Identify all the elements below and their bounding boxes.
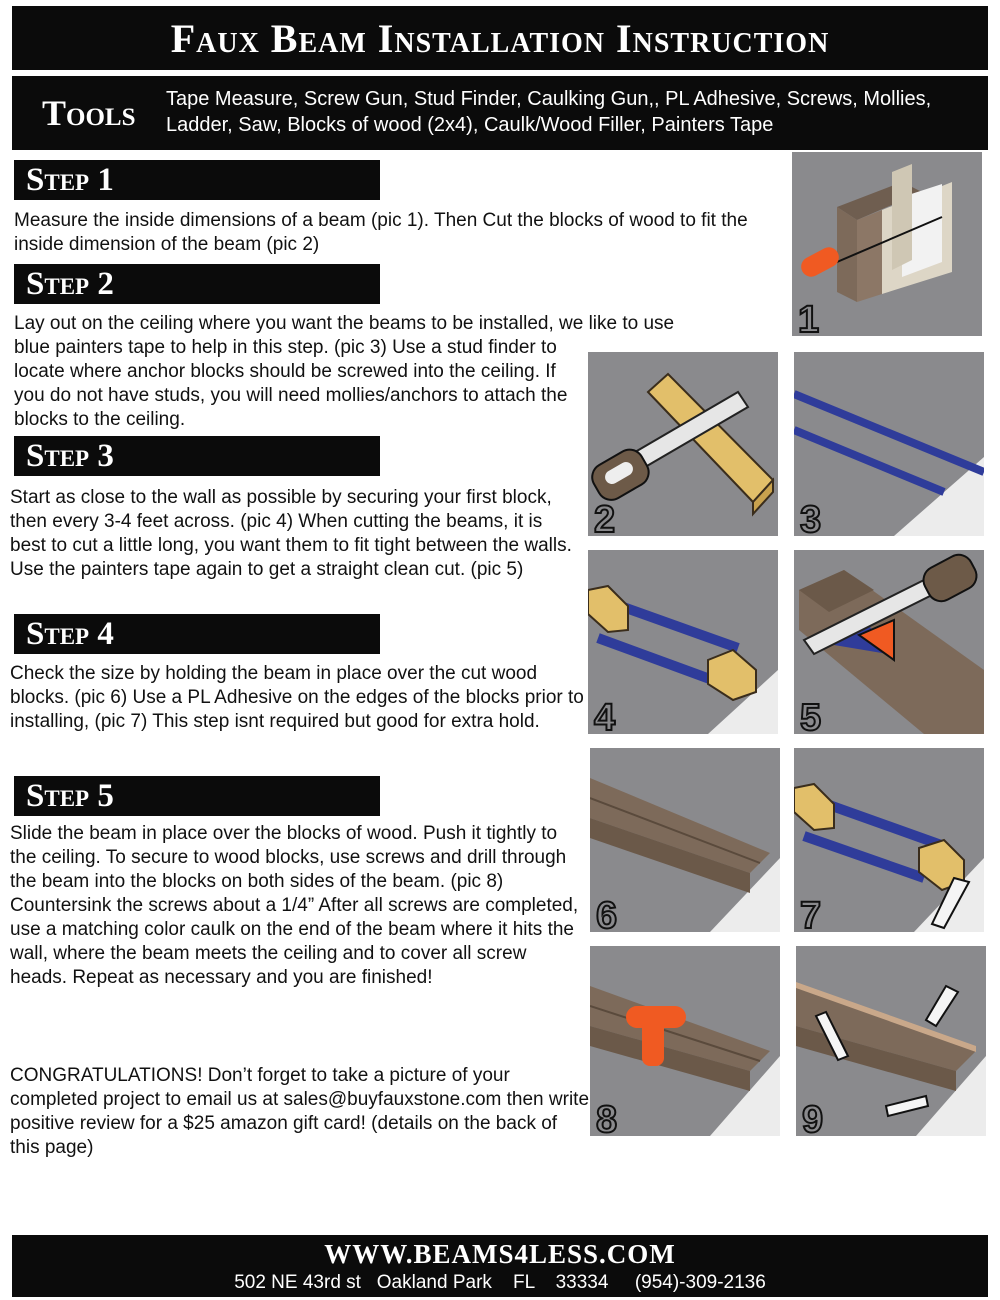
step-3-label: Step 3 — [26, 438, 114, 474]
step-5-label: Step 5 — [26, 778, 114, 814]
website-link[interactable]: WWW.BEAMS4LESS.COM — [324, 1239, 676, 1269]
cut-beam-icon — [794, 550, 984, 734]
step-5-text: Slide the beam in place over the blocks of wood. Push it tightly to the ceiling. To secure to wood blocks, use screws and drill through the beam into the blocks on both sides of the beam. (pic 8) Countersink the screws about a 1/4” After all screws are completed, use a matching color caulk on the end of the beam where it hits the wall, where the beam meets the ceiling and to cover all screw heads. Repeat as necessary and you are finished! — [10, 823, 579, 988]
step-1-heading — [14, 160, 380, 200]
step-3-heading — [14, 436, 380, 476]
step-1-text: Measure the inside dimensions of a beam (pic 1). Then Cut the blocks of wood to fit the inside dimension of the beam (pic 2) — [14, 210, 748, 255]
page-title: Faux Beam Installation Instruction — [170, 15, 830, 61]
svg-text:1: 1 — [798, 299, 820, 336]
tools-list: Tape Measure, Screw Gun, Stud Finder, Caulking Gun,, PL Adhesive, Screws, Mollies, Ladder, Saw, Blocks of wood (2x4), Caulk/Wood Filler, Painters Tape — [166, 88, 932, 136]
svg-text:5: 5 — [800, 697, 822, 734]
saw-block-icon — [588, 352, 778, 536]
step-4-label: Step 4 — [26, 616, 114, 652]
step-4-heading — [14, 614, 380, 654]
step-4-text: Check the size by holding the beam in place over the cut wood blocks. (pic 6) Use a PL Adhesive on the edges of the blocks prior to installing, (pic 7) This step isnt required but good for extra hold. — [10, 663, 584, 732]
pic-9 — [796, 946, 986, 1136]
svg-text:6: 6 — [596, 895, 618, 932]
svg-text:8: 8 — [596, 1099, 618, 1136]
pic-5 — [794, 550, 984, 734]
step-3-text: Start as close to the wall as possible by securing your first block, then every 3-4 feet across. (pic 4) When cutting the beams, it is best to cut a little long, you want them to fit tight between the walls. Use the painters tape again to get a straight clean cut. (pic 5) — [10, 487, 572, 580]
svg-text:9: 9 — [802, 1099, 824, 1136]
caulk-finish-icon — [796, 946, 986, 1136]
step-2-label: Step 2 — [26, 266, 114, 302]
svg-text:7: 7 — [800, 895, 822, 932]
tools-label: Tools — [42, 93, 136, 133]
footer — [12, 1235, 988, 1297]
step-2-text-line1: Lay out on the ceiling where you want the beams to be installed, we like to use — [14, 313, 675, 334]
svg-text:2: 2 — [594, 499, 616, 536]
beam-in-place-icon — [590, 748, 780, 932]
footer-address: 502 NE 43rd st Oakland Park FL 33334 (954)-309-2136 — [234, 1272, 766, 1293]
step-5-heading — [14, 776, 380, 816]
pic-8 — [590, 946, 780, 1136]
blocks-on-tape-icon — [588, 550, 778, 734]
measure-beam-icon — [792, 152, 982, 336]
svg-text:3: 3 — [800, 499, 822, 536]
pic-2 — [588, 352, 778, 536]
drill-screws-icon — [590, 946, 780, 1136]
step-2-text: blue painters tape to help in this step. (pic 3) Use a stud finder to locate where anchor blocks should be screwed into the ceiling. If you do not have studs, you will need mollies/anchors to attach the blocks to the ceiling. — [14, 337, 568, 430]
pic-3 — [794, 352, 984, 536]
step-2-heading — [14, 264, 380, 304]
painters-tape-icon — [794, 352, 984, 536]
title-bar — [12, 6, 988, 70]
pic-1 — [792, 152, 982, 336]
svg-text:4: 4 — [594, 697, 616, 734]
pic-6 — [590, 748, 780, 932]
pic-7 — [794, 748, 984, 932]
congratulations-text: CONGRATULATIONS! Don’t forget to take a picture of your completed project to email us at sales@buyfauxstone.com then write positive review for a $25 amazon gift card! (details on the back of this page) — [10, 1065, 590, 1158]
tools-bar — [12, 76, 988, 150]
step-1-label: Step 1 — [26, 162, 114, 198]
adhesive-icon — [794, 748, 984, 932]
pic-4 — [588, 550, 778, 734]
